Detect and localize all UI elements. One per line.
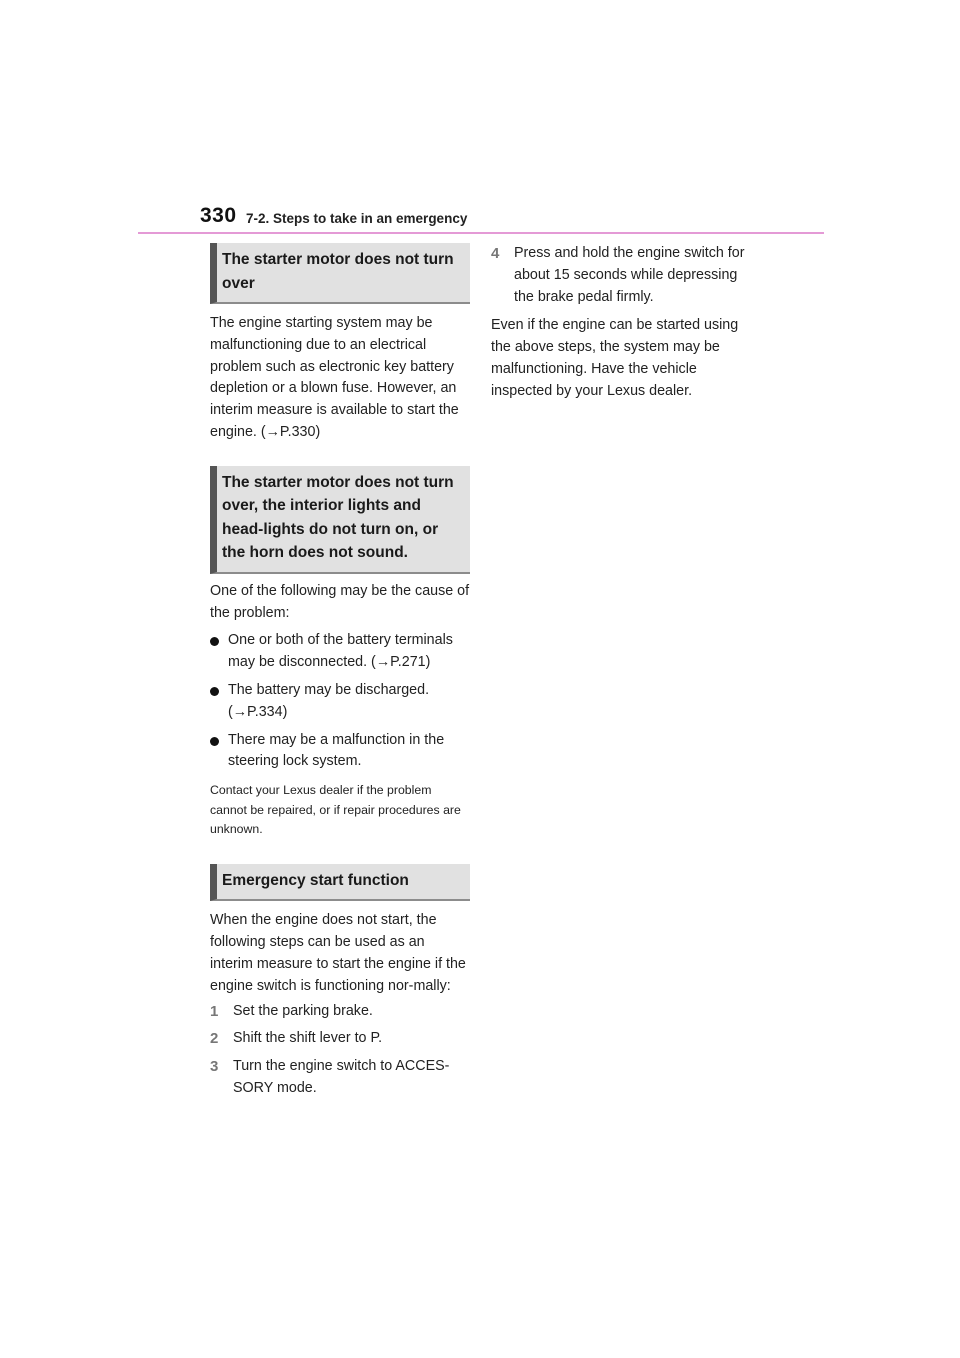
step-number: 3 — [210, 1058, 219, 1076]
heading-emergency-start: Emergency start function — [210, 864, 470, 902]
bullet-icon — [210, 637, 219, 646]
step-item: 2 Shift the shift lever to P. — [210, 1028, 470, 1050]
list-item: One or both of the battery terminals may be disconnected. (→P.271) — [210, 630, 470, 674]
step-item: 1 Set the parking brake. — [210, 1001, 470, 1023]
step-number: 1 — [210, 1002, 219, 1020]
left-column — [210, 243, 470, 1100]
step-number: 2 — [210, 1030, 219, 1048]
paragraph-emergency-intro: When the engine does not start, the following steps can be used as an interim measure to start the engine if the engine switch is functioning nor-mally: — [210, 912, 466, 994]
right-column — [491, 243, 753, 403]
note-contact-dealer: Contact your Lexus dealer if the problem cannot be repaired, or if repair procedures are unknown. — [210, 783, 461, 837]
bullet-icon — [210, 687, 219, 696]
step-item: 4 Press and hold the engine switch for about 15 seconds while depressing the brake pedal firmly. — [491, 245, 745, 305]
list-item: The battery may be discharged. (→P.334) — [210, 680, 470, 724]
paragraph-closing: Even if the engine can be started using the above steps, the system may be malfunctioning. Have the vehicle inspected by your Lexus dealer. — [491, 317, 739, 399]
list-item: There may be a malfunction in the steering lock system. — [210, 730, 470, 774]
paragraph-starter-not-turn: The engine starting system may be malfunctioning due to an electrical problem such as electronic key battery depletion or a blown fuse. However, an interim measure is available to start the engine. (→P.330) — [210, 315, 459, 440]
paragraph-causes-intro: One of the following may be the cause of the problem: — [210, 582, 470, 621]
heading-starter-not-turn: The starter motor does not turn over — [210, 243, 470, 304]
step-item: 3 Turn the engine switch to ACCES-SORY mode. — [210, 1058, 450, 1097]
page-number: 330 — [200, 204, 237, 227]
section-title: 7-2. Steps to take in an emergency — [246, 211, 468, 226]
step-number: 4 — [491, 245, 500, 262]
header-divider — [138, 232, 824, 234]
heading-starter-lights-horn: The starter motor does not turn over, the interior lights and head-lights do not turn on, or the horn does not sound. — [210, 466, 470, 574]
bullet-icon — [210, 737, 219, 746]
